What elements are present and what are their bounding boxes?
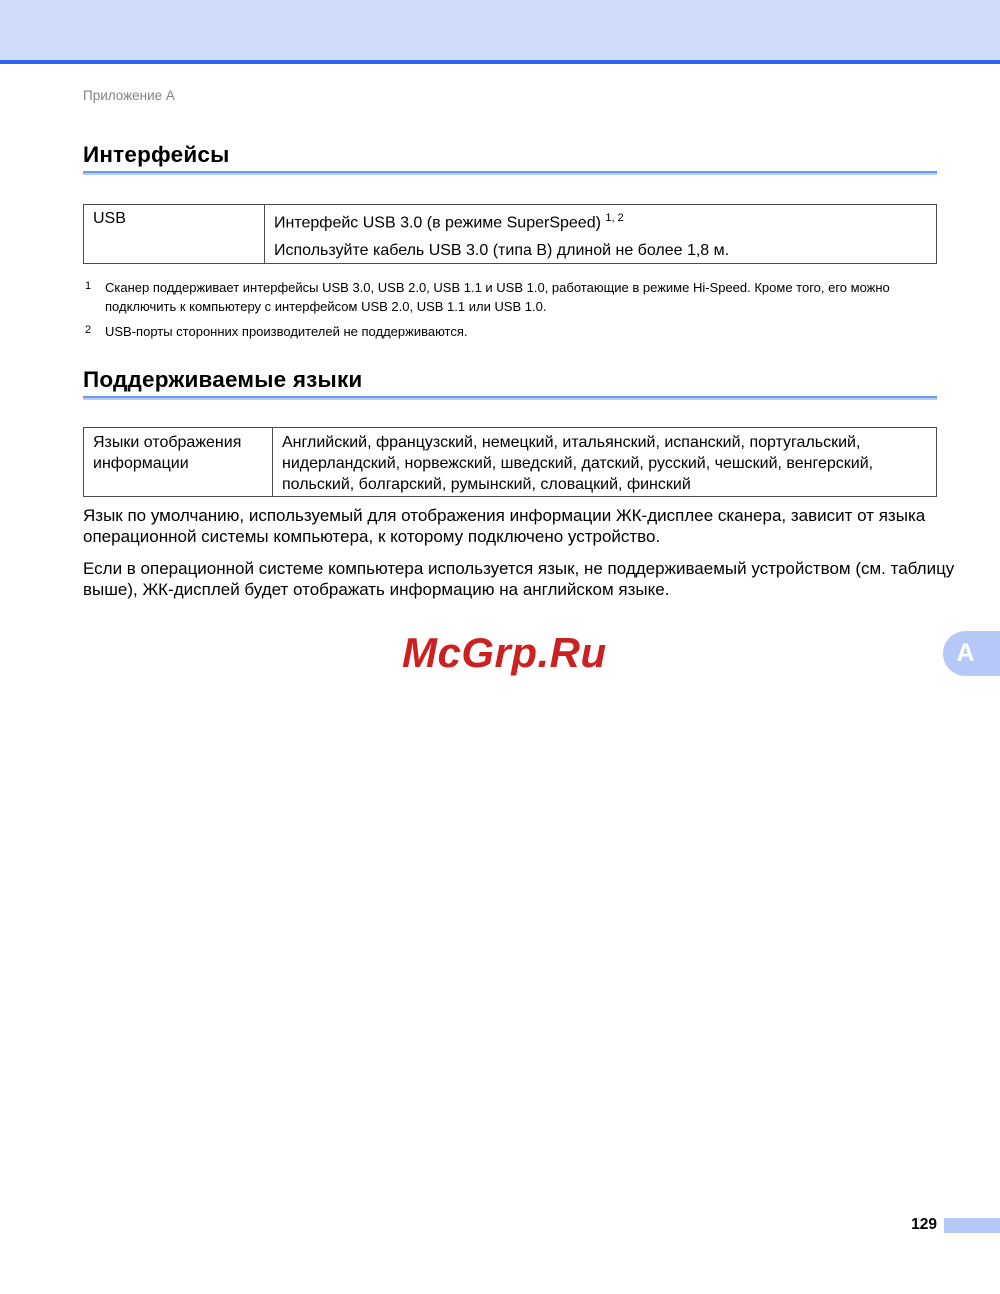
section-rule-languages bbox=[83, 396, 937, 400]
interface-cable-line: Используйте кабель USB 3.0 (типа B) длиной не более 1,8 м. bbox=[274, 242, 730, 260]
appendix-side-tab bbox=[943, 631, 1000, 676]
interface-spec-text: Интерфейс USB 3.0 (в режиме SuperSpeed) bbox=[274, 214, 606, 232]
top-banner bbox=[0, 0, 1000, 64]
footnote bbox=[83, 279, 937, 316]
page-content bbox=[0, 88, 1000, 601]
interfaces-table bbox=[83, 204, 937, 264]
interfaces-row-label: USB bbox=[84, 205, 265, 264]
paragraph-unsupported-language: Если в операционной системе компьютера используется язык, не поддерживаемый устройством (см. таблицу выше), ЖК-дисплей будет отображать информацию на английском языке. bbox=[83, 558, 955, 600]
appendix-label: Приложение A bbox=[83, 88, 175, 103]
languages-table bbox=[83, 427, 937, 497]
footnote-marker: 2 bbox=[85, 324, 92, 337]
appendix-tab-letter: A bbox=[956, 639, 975, 667]
languages-row-value: Английский, французский, немецкий, итальянский, испанский, португальский, нидерландский, норвежский, шведский, датский, русский, чешский, венгерский, польский, болгарский, румынский, словацкий, финский bbox=[273, 427, 937, 496]
interfaces-row-value bbox=[265, 205, 937, 264]
table-row bbox=[84, 427, 937, 496]
page-number: 129 bbox=[911, 1216, 937, 1233]
interface-spec-line bbox=[274, 210, 926, 231]
table-row bbox=[84, 205, 937, 264]
section-title-languages: Поддерживаемые языки bbox=[83, 366, 363, 392]
footnote-text: Сканер поддерживает интерфейсы USB 3.0, USB 2.0, USB 1.1 и USB 1.0, работающие в режиме Hi-Speed. Кроме того, его можно подключить к компьютеру с интерфейсом USB 2.0, USB 1.1 или USB 1.0. bbox=[105, 280, 890, 314]
footer-accent-bar bbox=[944, 1218, 1000, 1233]
footnote-reference: 1, 2 bbox=[605, 212, 624, 224]
section-title-interfaces: Интерфейсы bbox=[83, 142, 230, 167]
footnote-marker: 1 bbox=[85, 280, 92, 293]
footnote bbox=[83, 323, 937, 342]
languages-row-label: Языки отображения информации bbox=[84, 427, 273, 496]
footnote-text: USB-порты сторонних производителей не поддерживаются. bbox=[105, 324, 468, 340]
watermark-mcgrp: McGrp.Ru bbox=[402, 629, 607, 676]
paragraph-default-language: Язык по умолчанию, используемый для отображения информации ЖК-дисплее сканера, зависит от языка операционной системы компьютера, к которому подключено устройство. bbox=[83, 505, 926, 547]
section-rule-interfaces bbox=[83, 171, 937, 175]
